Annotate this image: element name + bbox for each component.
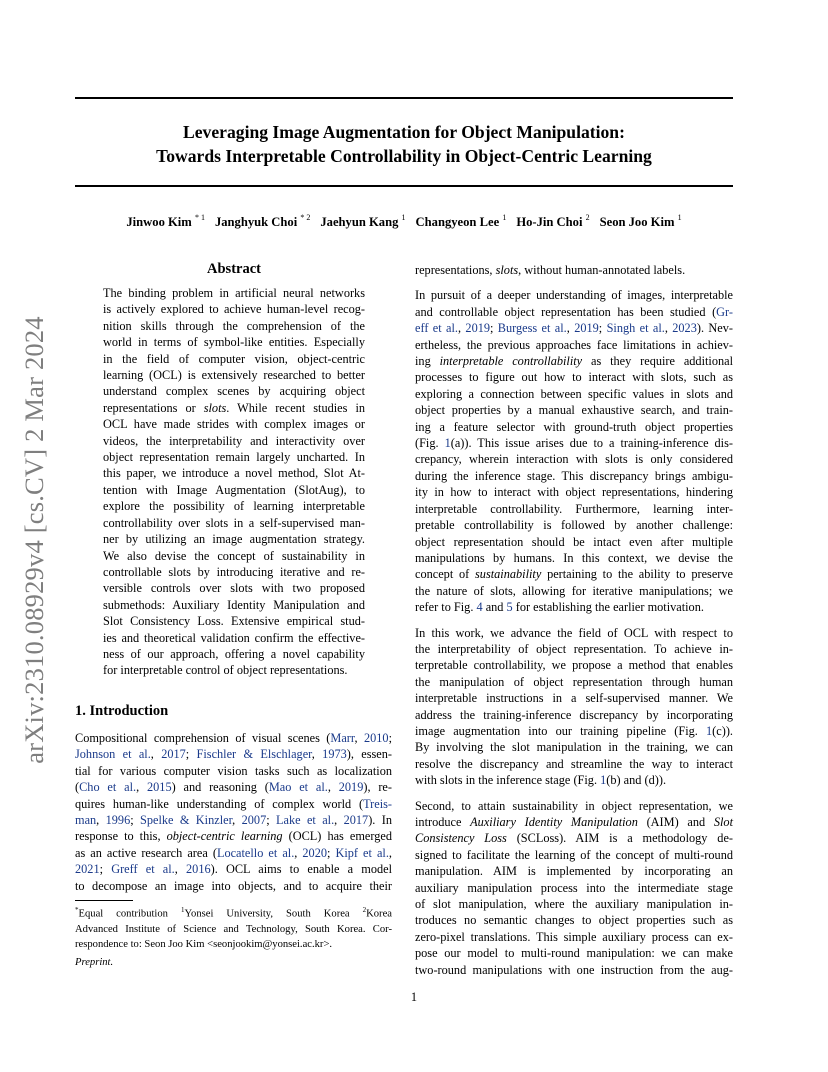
citation-link[interactable]: 2020 [302, 845, 327, 860]
citation-link[interactable]: Singh et al. [606, 321, 665, 336]
citation-link[interactable]: 2023 [672, 321, 697, 336]
citation-link[interactable]: 2017 [343, 813, 369, 828]
citation-link[interactable]: Lake et al. [276, 813, 335, 828]
footnote [75, 903, 392, 952]
citation-link[interactable]: Kipf et al. [335, 845, 389, 860]
text-line: OCL have made strides with complex images or [103, 417, 365, 432]
citation-link[interactable]: Fischler & Elschlager [196, 747, 312, 762]
text-line: the manipulation of object representation through human [415, 674, 733, 689]
text-line: ing interpretable controllability as they require additional [415, 354, 733, 369]
citation-link[interactable]: 2007 [241, 813, 267, 828]
title-line: Towards Interpretable Controllability in Object-Centric Learning [156, 146, 652, 166]
text-line: controllable slots by introducing iterative and re- [103, 564, 365, 579]
citation-link[interactable]: 1 [444, 436, 451, 451]
text-line: two-round manipulations with one instruction from the aug- [415, 962, 733, 977]
citation-link[interactable]: man [75, 813, 97, 828]
citation-link[interactable]: 1996 [105, 813, 131, 828]
abstract-text [103, 285, 365, 679]
text-line: In this work, we advance the field of OCL with respect to [415, 625, 733, 640]
author-affiliation-mark: 1 [677, 213, 682, 222]
text-line: 2021; Greff et al., 2016). OCL aims to enable a model [75, 862, 393, 877]
text-line: The binding problem in artificial neural networks [103, 286, 365, 300]
paragraph [415, 625, 733, 789]
author-name: Changyeon Lee $^1$ [415, 213, 507, 230]
citation-link[interactable]: 2016 [186, 862, 211, 877]
text-line: concept of sustainability pertaining to the ability to preserve [415, 567, 733, 582]
text-line: exploring a connection between specific values in slots and [415, 386, 733, 401]
citation-link[interactable]: 4 [476, 600, 483, 615]
paragraph [415, 287, 733, 615]
text-line: and controllable object representation has been studied (Gr- [415, 304, 733, 319]
text-line: the interpretability of object representation. To achieve in- [415, 641, 733, 656]
text-line: tention with Image Augmentation (SlotAug), to [103, 482, 365, 497]
arxiv-identifier: arXiv:2310.08929v4 [cs.CV] 2 Mar 2024 [19, 316, 49, 764]
text-line: crepancy, wherein interaction with slots is only considered [415, 452, 733, 467]
text-line: ies and theoretical validation confirm the effective- [103, 630, 365, 645]
citation-link[interactable]: 2019 [465, 321, 491, 336]
citation-link[interactable]: 2010 [363, 731, 389, 745]
citation-link[interactable]: Mao et al. [268, 780, 328, 795]
text-line: auxiliary manipulation process into the intermediate stage [415, 880, 733, 895]
title-line: Leveraging Image Augmentation for Object Manipulation: [183, 122, 625, 142]
text-line: during the inference stage. This discrepancy brings ambigu- [415, 468, 733, 483]
text-line: quires human-like understanding of complex world (Treis- [75, 796, 392, 811]
citation-link[interactable]: Johnson et al. [75, 747, 151, 762]
text-line: pose our model to multi-round manipulation: we can make [415, 946, 733, 961]
citation-link[interactable]: 1973 [322, 747, 347, 762]
text-line: for interpretable control of object representations. [103, 663, 348, 678]
right-column-text [415, 262, 733, 978]
author-affiliation-mark: 1 [502, 213, 507, 222]
citation-link[interactable]: Cho et al. [79, 780, 137, 795]
text-line: Johnson et al., 2017; Fischler & Elschlager, 1973), essen- [75, 747, 392, 762]
citation-link[interactable]: Greff et al. [111, 862, 175, 877]
text-line: nition skills through the comprehension of the [103, 318, 365, 333]
text-line: ertheless, the previous approaches face limitations in achiev- [415, 337, 733, 352]
citation-link[interactable]: 2015 [147, 780, 172, 795]
text-line: introduce Auxiliary Identity Manipulation (AIM) and Slot [415, 815, 733, 829]
text-line: (Fig. 1(a)). This issue arises due to a training-inference dis- [415, 436, 733, 451]
text-line: Advanced Institute of Science and Technology, South Korea. Cor- [75, 923, 392, 935]
paragraph [415, 798, 733, 978]
text-line: resolve the discrepancy and streamline the way to interact [415, 756, 733, 771]
text-line: to decompose an image into objects, and to acquire their [75, 878, 392, 893]
abstract-heading: Abstract [207, 261, 261, 277]
paragraph [415, 262, 733, 278]
citation-link[interactable]: Burgess et al. [497, 321, 567, 336]
paper-title [75, 120, 733, 168]
citation-link[interactable]: 5 [506, 600, 513, 615]
page-number: 1 [410, 990, 418, 1004]
text-line: man, 1996; Spelke & Kinzler, 2007; Lake et al., 2017). In [75, 813, 392, 828]
text-line: manipulations by humans. In this context, we devise the [415, 550, 733, 565]
citation-link[interactable]: 2021 [75, 862, 100, 877]
text-line: ing a feature selector with ground-truth object properties [415, 419, 733, 434]
text-line: image augmentation into our training pipeline (Fig. 1(c)). [415, 723, 733, 738]
text-line: eff et al., 2019; Burgess et al., 2019; Singh et al., 2023). Nev- [415, 321, 733, 336]
author-name: Ho-Jin Choi $^2$ [516, 213, 590, 230]
text-line: in the field of computer vision, object-centric [103, 351, 365, 366]
text-line: controllability over slots in a self-supervised man- [103, 515, 365, 530]
bottom-rule [75, 185, 733, 187]
text-line: learning (OCL) is extensively researched to better [103, 368, 365, 383]
paragraph-gap [415, 616, 733, 625]
text-line: address the training-inference discrepancy by incorporating [415, 707, 733, 722]
text-line: with slots in the inference stage (Fig. 1(b) and (d)). [415, 773, 667, 788]
text-line: manipulation. AIM is implemented by incorporating an [415, 864, 733, 879]
author-name: Janghyuk Choi $^{* 2}$ [214, 213, 311, 230]
citation-link[interactable]: Marr [330, 731, 355, 745]
text-line: world in terms of symbol-like entities. Especially [103, 335, 365, 350]
text-line: interpretable controllability. Furthermore, learning inter- [415, 501, 733, 516]
text-line: troduces no semantic changes to object properties such as [415, 913, 733, 928]
text-line: *Equal contribution $^1$Yonsei University, South Korea $^2$Korea [75, 906, 392, 920]
text-line: of slot manipulation, where the auxiliary manipulation in- [415, 897, 733, 912]
text-line: ity in how to interact with object representations, hindering [415, 485, 733, 500]
author-list [75, 214, 733, 230]
citation-link[interactable]: 1 [706, 723, 713, 738]
text-line: Slot Consistency Loss. Extensive empirical stud- [103, 614, 365, 629]
author-affiliation-mark: * 1 [194, 213, 205, 222]
text-line: respondence to: Seon Joo Kim <seonjookim@yonsei.ac.kr>. [75, 939, 333, 951]
text-line: tial for various computer vision tasks such as localization [75, 763, 392, 778]
text-line: zero-pixel translations. This simple auxiliary process can ex- [415, 929, 733, 944]
preprint-label: Preprint. [75, 957, 114, 968]
text-line: representations, slots, without human-annotated labels. [415, 263, 686, 277]
paragraph-gap [415, 789, 733, 798]
text-line: Compositional comprehension of visual scenes (Marr, 2010; [75, 731, 392, 745]
top-rule [75, 97, 733, 99]
citation-link[interactable]: 2017 [161, 747, 186, 762]
citation-link[interactable]: 1 [600, 773, 607, 788]
text-line: object representation remain largely uncharted. In [103, 450, 365, 465]
text-line: explore the possibility of learning interpretable [103, 499, 365, 514]
citation-link[interactable]: Treis- [363, 796, 392, 811]
text-line: object properties by a manual exhaustive search, and train- [415, 403, 733, 418]
text-line: In pursuit of a deeper understanding of images, interpretable [415, 288, 733, 303]
text-line: ness of our approach, offering a novel capability [103, 646, 365, 661]
text-line: as an active research area (Locatello et al., 2020; Kipf et al., [75, 845, 392, 860]
text-line: Second, to attain sustainability in object representation, we [415, 798, 733, 813]
text-line: this paper, we introduce a novel method, Slot At- [103, 466, 365, 481]
citation-link[interactable]: Spelke & Kinzler [140, 813, 233, 828]
section-heading-introduction: 1. Introduction [75, 703, 169, 719]
text-line: refer to Fig. 4 and 5 for establishing the earlier motivation. [415, 600, 704, 615]
author-name: Jaehyun Kang $^1$ [320, 213, 406, 230]
text-line: response to this, object-centric learning (OCL) has emerged [75, 829, 392, 844]
author-affiliation-mark: 2 [585, 213, 590, 222]
paragraph-gap [415, 278, 733, 287]
text-line: terpretable controllability, we propose a method that enables [415, 658, 733, 673]
text-line: signed to facilitate the learning of the concept of multi-round [415, 847, 733, 862]
text-line: ner by utilizing an image augmentation strategy. [103, 532, 365, 547]
text-line: understand complex scenes by acquiring object [103, 384, 365, 399]
text-line: object representation should be intact even after multiple [415, 534, 733, 549]
text-line: processes to figure out how to interact with slots, such as [415, 370, 733, 385]
text-line: By involving the slot manipulation in the training, we can [415, 740, 733, 755]
text-line: (Cho et al., 2015) and reasoning (Mao et al., 2019), re- [75, 780, 392, 795]
text-line: We also devise the concept of sustainability in [103, 548, 365, 563]
author-name: Jinwoo Kim $^{* 1}$ [126, 213, 205, 230]
author-affiliation-mark: 1 [401, 213, 406, 222]
text-line: representations or slots. While recent studies in [103, 400, 366, 415]
text-line: the nature of slots, allowing for iterative manipulations; we [415, 583, 733, 598]
text-line: pretable controllability is followed by another challenge: [415, 518, 733, 533]
author-affiliation-mark: * 2 [300, 213, 311, 222]
text-line: Consistency Loss (SCLoss). AIM is a methodology de- [415, 831, 733, 846]
text-line: videos, the interpretability and interactivity over [103, 433, 365, 448]
text-line: interpretable instructions in a self-supervised manner. We [415, 691, 733, 706]
citation-link[interactable]: Locatello et al. [216, 845, 295, 860]
introduction-text [75, 730, 392, 894]
citation-link[interactable]: eff et al. [415, 321, 458, 336]
text-line: versible controls over slots with two proposed [103, 581, 365, 596]
text-line: is actively explored to achieve human-level recog- [103, 302, 365, 317]
author-name: Seon Joo Kim $^1$ [599, 213, 682, 230]
citation-link[interactable]: Gr- [716, 304, 733, 319]
footnote-rule [75, 900, 133, 901]
citation-link[interactable]: 2019 [574, 321, 599, 336]
text-line: submethods: Auxiliary Identity Manipulation and [103, 597, 365, 612]
citation-link[interactable]: 2019 [338, 780, 364, 795]
